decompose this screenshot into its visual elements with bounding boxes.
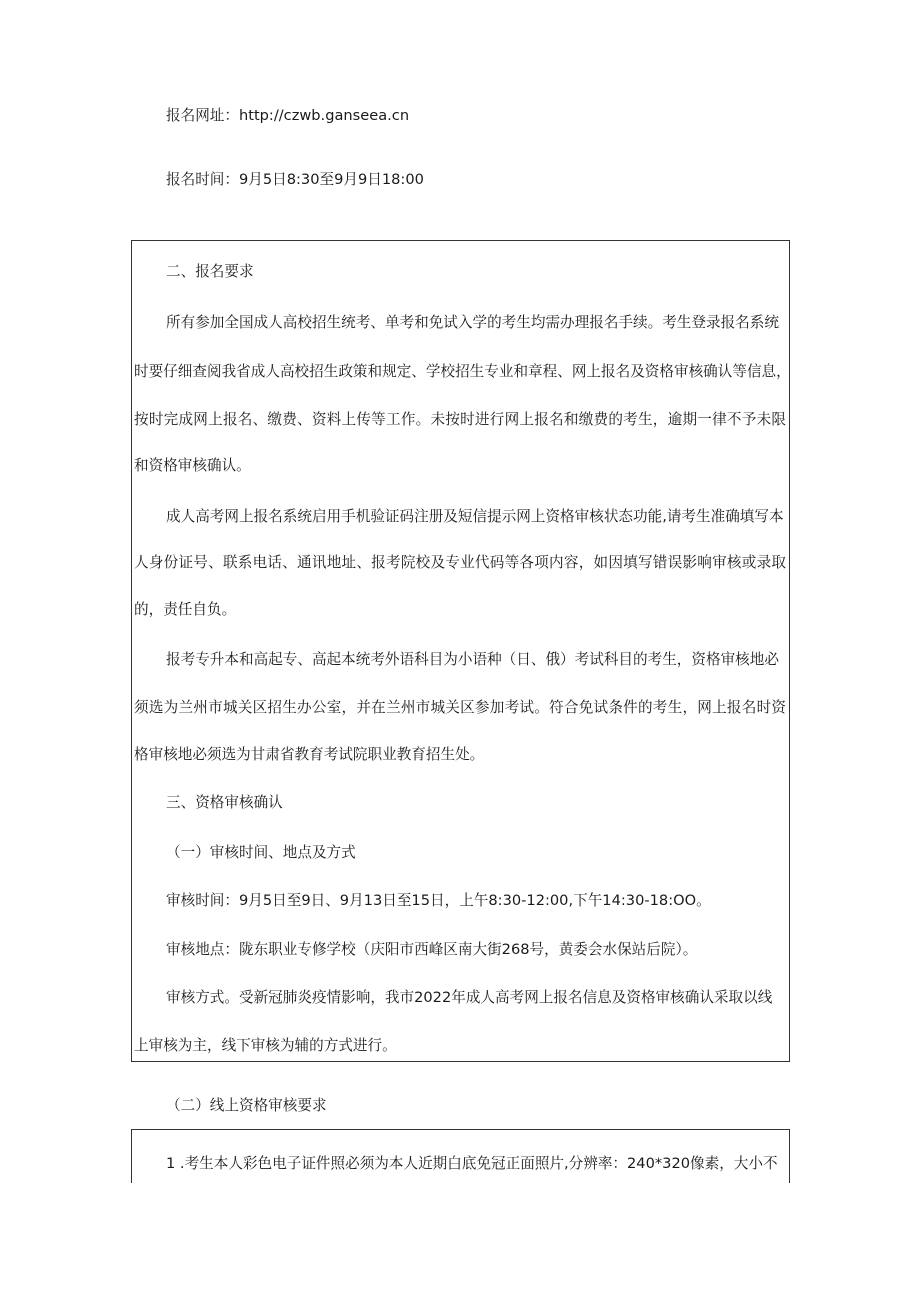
paragraph-line: 人身份证号、联系电话、通讯地址、报考院校及专业代码等各项内容，如因填写错误影响审核或录取 — [134, 554, 786, 571]
paragraph-line: 和资格审核确认。 — [134, 457, 251, 474]
subsection-heading-review-time-place: （一）审核时间、地点及方式 — [166, 844, 356, 861]
subsection-heading-online-review: （二）线上资格审核要求 — [166, 1097, 327, 1114]
registration-url: 报名网址：http://czwb.ganseea.cn — [166, 107, 410, 124]
section-heading-requirements: 二、报名要求 — [166, 263, 254, 280]
review-time: 审核时间：9月5日至9日、9月13日至15日，上午8:30-12:00,下午14:30-18:OO。 — [166, 892, 711, 909]
paragraph-line: 成人高考网上报名系统启用手机验证码注册及短信提示网上资格审核状态功能,请考生准确填写本 — [166, 508, 784, 525]
paragraph-line: 时要仔细查阅我省成人高校招生政策和规定、学校招生专业和章程、网上报名及资格审核确认等信息， — [134, 363, 791, 380]
paragraph-line: 须选为兰州市城关区招生办公室，并在兰州市城关区参加考试。符合免试条件的考生，网上报名时资 — [134, 699, 786, 716]
paragraph-line: 的，责任自负。 — [134, 601, 237, 618]
section-heading-review: 三、资格审核确认 — [166, 794, 283, 811]
paragraph-line: 所有参加全国成人高校招生统考、单考和免试入学的考生均需办理报名手续。考生登录报名系统 — [166, 314, 779, 331]
review-method: 审核方式。受新冠肺炎疫情影响，我市2022年成人高考网上报名信息及资格审核确认采取以线 — [166, 989, 773, 1006]
review-method-continued: 上审核为主，线下审核为辅的方式进行。 — [134, 1037, 397, 1054]
registration-time: 报名时间：9月5日8:30至9月9日18:00 — [166, 171, 424, 188]
paragraph-line: 报考专升本和高起专、高起本统考外语科目为小语种（日、俄）考试科目的考生，资格审核地必 — [166, 651, 779, 668]
paragraph-line: 按时完成网上报名、缴费、资料上传等工作。未按时进行网上报名和缴费的考生，逾期一律不予未限 — [134, 411, 786, 428]
requirement-item-1: 1 .考生本人彩色电子证件照必须为本人近期白底免冠正面照片,分辨率：240*320像素，大小不 — [166, 1155, 778, 1172]
paragraph-line: 格审核地必须选为甘肃省教育考试院职业教育招生处。 — [134, 746, 485, 763]
review-place: 审核地点：陇东职业专修学校（庆阳市西峰区南大街268号，黄委会水保站后院）。 — [166, 941, 698, 958]
